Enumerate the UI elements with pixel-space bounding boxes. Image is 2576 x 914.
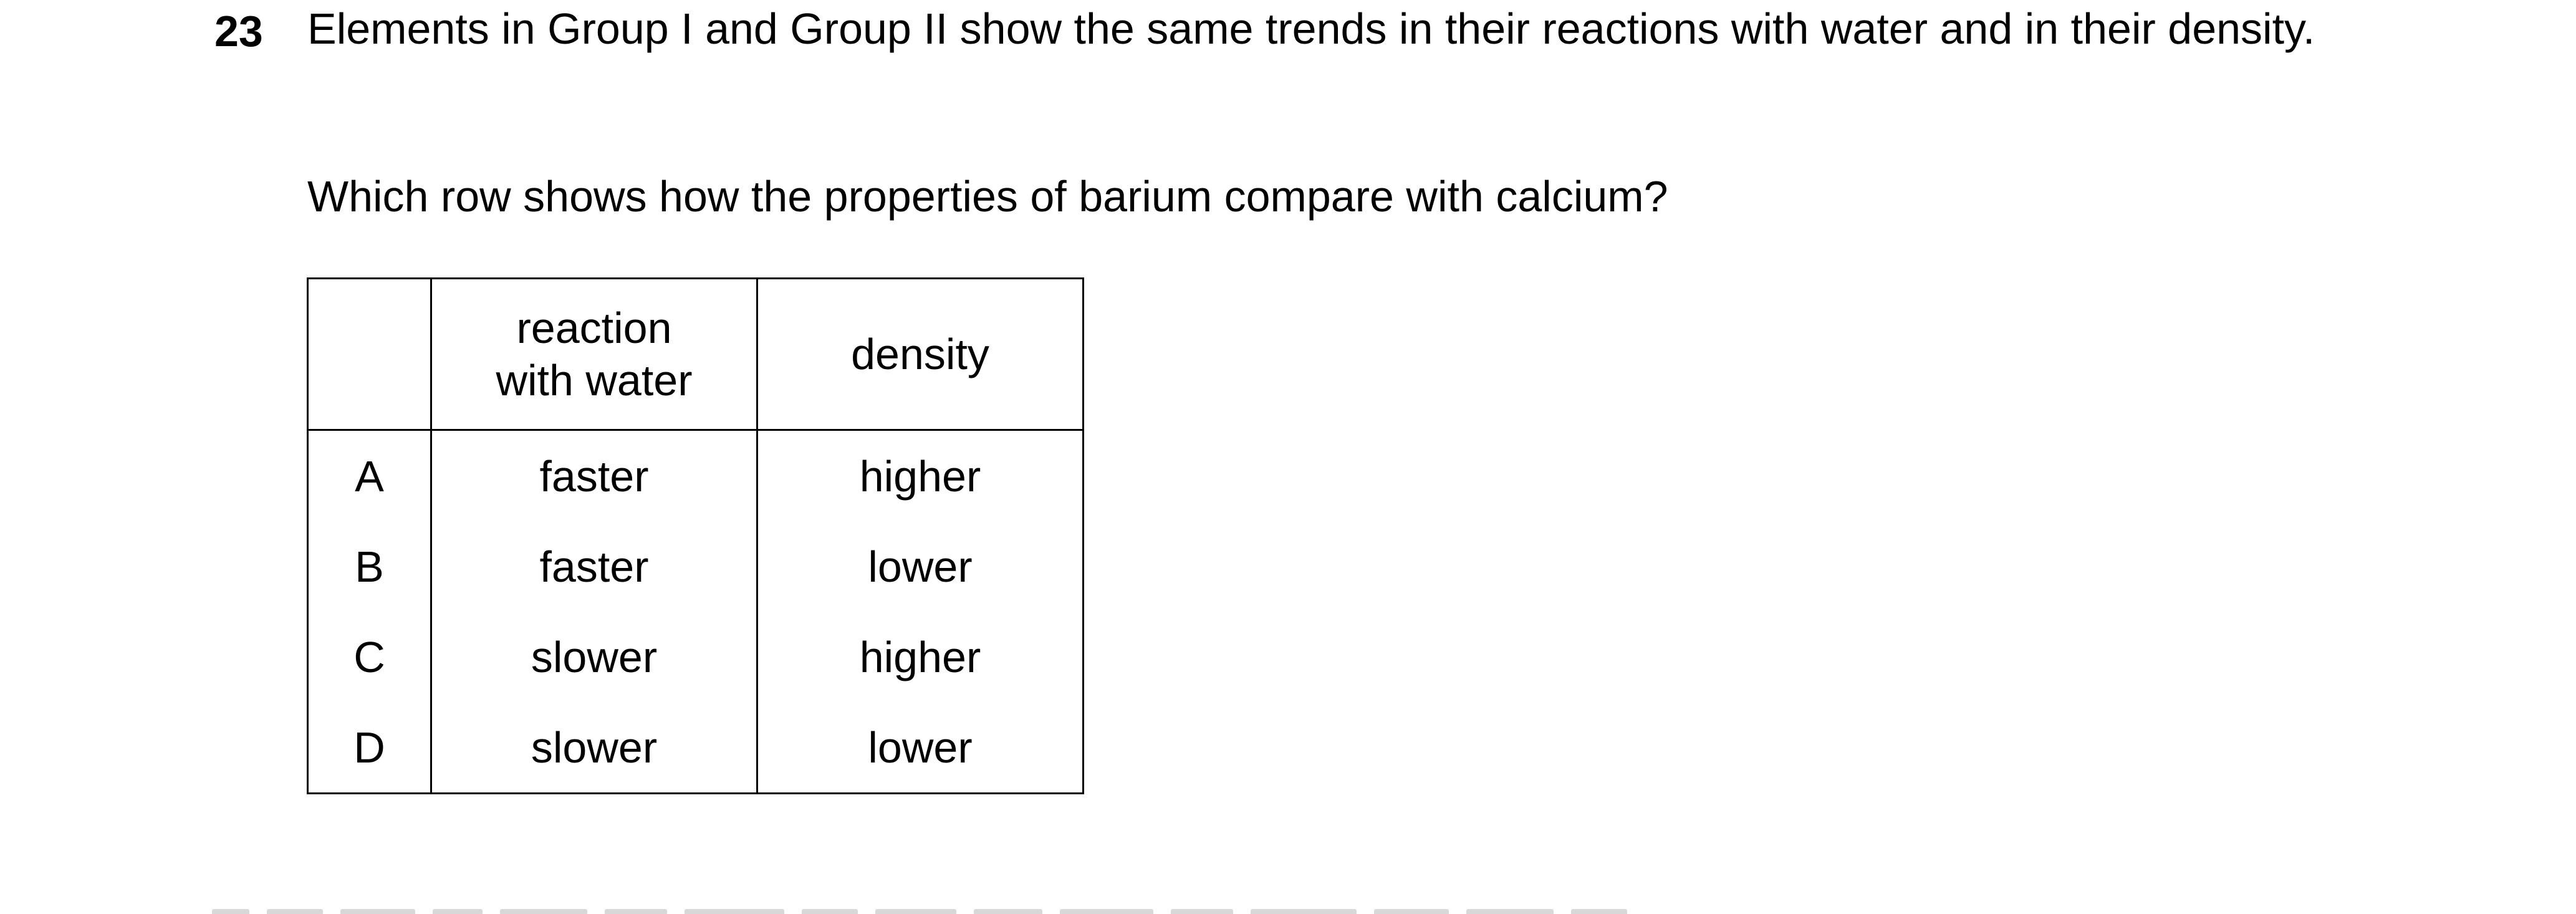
- density-cell: higher: [757, 612, 1084, 702]
- density-cell: lower: [757, 521, 1084, 612]
- reaction-cell: faster: [431, 430, 757, 522]
- option-letter: C: [308, 612, 431, 702]
- header-density: density: [757, 279, 1084, 430]
- option-letter: A: [308, 430, 431, 522]
- table-row: [308, 612, 1084, 702]
- reaction-cell: slower: [431, 612, 757, 702]
- question-number: 23: [214, 7, 263, 55]
- density-cell: higher: [757, 430, 1084, 522]
- density-cell: lower: [757, 702, 1084, 794]
- header-reaction-line1: reaction: [516, 304, 672, 352]
- option-letter: B: [308, 521, 431, 612]
- header-letter-cell: [308, 279, 431, 430]
- reaction-cell: faster: [431, 521, 757, 612]
- option-letter: D: [308, 702, 431, 794]
- cutoff-next-question-text: [212, 902, 2394, 914]
- question-stem: Elements in Group I and Group II show the same trends in their reactions with water and in their density.: [307, 4, 2315, 53]
- table-row: [308, 702, 1084, 794]
- table-row: [308, 430, 1084, 522]
- table-row: [308, 521, 1084, 612]
- table-header-row: [308, 279, 1084, 430]
- answer-options-table: [307, 277, 1084, 794]
- reaction-cell: slower: [431, 702, 757, 794]
- header-reaction-with-water: [431, 279, 757, 430]
- question-prompt: Which row shows how the properties of barium compare with calcium?: [307, 172, 1668, 221]
- header-reaction-line2: with water: [496, 356, 693, 405]
